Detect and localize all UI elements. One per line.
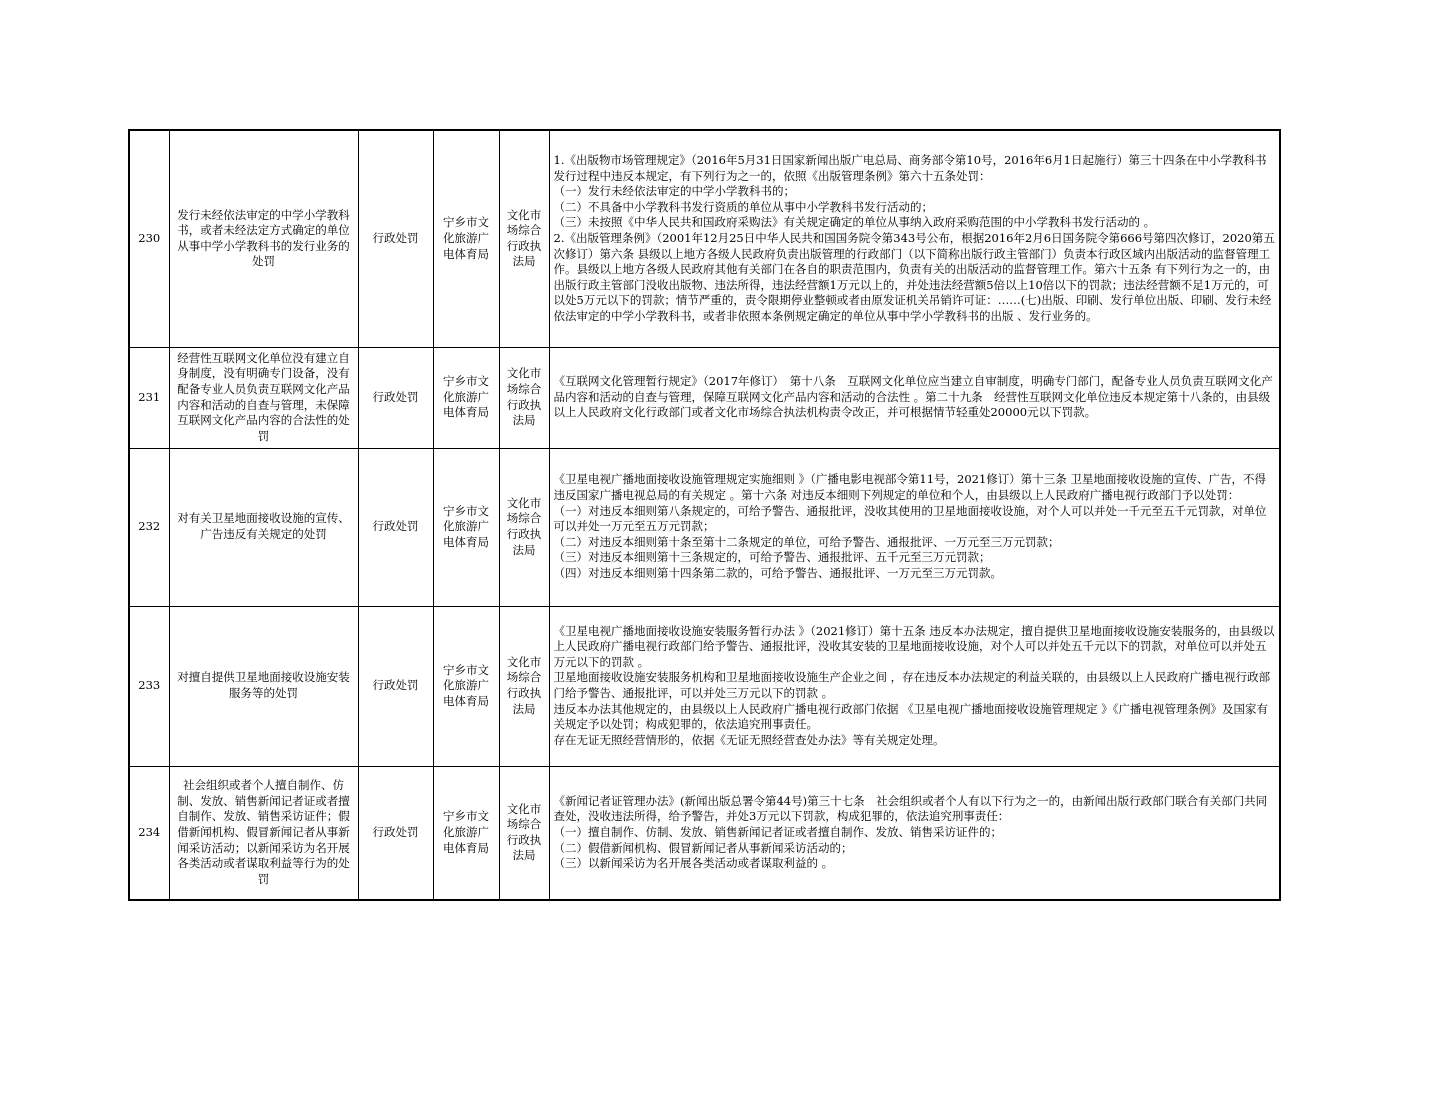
basis-paragraph: （一）擅自制作、仿制、发放、销售新闻记者证或者擅自制作、发放、销售采访证件的；	[553, 824, 1002, 839]
basis-paragraph: 《卫星电视广播地面接收设施管理规定实施细则 》（广播电影电视部令第11号，2021修订）第十三条 卫星地面接收设施的宣传、广告，不得违反国家广播电视总局的有关规定 。第十六条 对违反本细则下列规定的单位和个人，由县级以上人民政府广播电视行政部门予以处罚：	[553, 472, 1266, 503]
basis-paragraph: （二）假借新闻机构、假冒新闻记者从事新闻采访活动的；	[553, 840, 853, 855]
table-row	[129, 130, 1280, 347]
row-number: 230	[129, 130, 169, 347]
basis-paragraph: 《卫星电视广播地面接收设施安装服务暂行办法 》（2021修订）第十五条 违反本办法规定，擅自提供卫星地面接收设施安装服务的，由县级以上人民政府广播电视行政部门给予警告、通报批评，没收其安装的卫星地面接收设施，对个人可以并处五千元以下的罚款，对单位可以并处五万元以下的罚款 。	[553, 623, 1275, 669]
power-type: 行政处罚	[358, 347, 433, 448]
table-row	[129, 347, 1280, 448]
item-name: 对有关卫星地面接收设施的宣传、广告违反有关规定的处罚	[169, 448, 358, 606]
basis-paragraph: 1.《出版物市场管理规定》（2016年5月31日国家新闻出版广电总局、商务部令第10号，2016年6月1日起施行）第三十四条在中小学教科书发行过程中违反本规定，有下列行为之一的，依照《出版管理条例》第六十五条处罚：	[553, 152, 1267, 183]
item-name: 发行未经依法审定的中学小学教科书，或者未经法定方式确定的单位从事中学小学教科书的发行业务的处罚	[169, 130, 358, 347]
item-name: 经营性互联网文化单位没有建立自身制度，没有明确专门设备，没有配备专业人员负责互联网文化产品内容和活动的自查与管理，未保障互联网文化产品内容的合法性的处罚	[169, 347, 358, 448]
power-type: 行政处罚	[358, 606, 433, 766]
table-row	[129, 766, 1280, 900]
basis-paragraph: （四）对违反本细则第十四条第二款的，可给予警告、通报批评、一万元至三万元罚款。	[553, 565, 1002, 580]
basis-paragraph: 2.《出版管理条例》（2001年12月25日中华人民共和国国务院令第343号公布，根据2016年2月6日国务院令第666号第四次修订，2020第五次修订）第六条 县级以上地方各级人民政府负责出版管理的行政部门（以下简称出版行政主管部门）负责本行政区域内出版活动的监督管理工作。县级以上地方各级人民政府其他有关部门在各自的职责范围内，负责有关的出版活动的监督管理工作。第六十五条 有下列行为之一的，由出版行政主管部门没收出版物、违法所得，违法经营额1万元以上的，并处违法经营额5倍以上10倍以下的罚款；违法经营额不足1万元的，可以处5万元以下的罚款；情节严重的，责令限期停业整顿或者由原发证机关吊销许可证：……(七)出版、印刷、发行单位出版、印刷、发行未经依法审定的中学小学教科书，或者非依照本条例规定确定的单位从事中学小学教科书的出版 、发行业务的。	[553, 230, 1275, 323]
executing-body: 文化市场综合行政执法局	[499, 347, 549, 448]
basis-paragraph: （二）对违反本细则第十条至第十二条规定的单位，可给予警告、通报批评、一万元至三万元罚款；	[553, 534, 1060, 549]
basis-paragraph: （三）以新闻采访为名开展各类活动或者谋取利益的 。	[553, 856, 834, 871]
row-number: 231	[129, 347, 169, 448]
legal-basis	[549, 130, 1280, 347]
implementing-department: 宁乡市文化旅游广电体育局	[433, 606, 499, 766]
basis-paragraph: （三）对违反本细则第十三条规定的，可给予警告、通报批评、五千元至三万元罚款；	[553, 550, 991, 565]
legal-basis	[549, 347, 1280, 448]
item-name: 社会组织或者个人擅自制作、仿制、发放、销售新闻记者证或者擅自制作、发放、销售采访证件；假借新闻机构、假冒新闻记者从事新闻采访活动；以新闻采访为名开展各类活动或者谋取利益等行为的处罚	[169, 766, 358, 900]
implementing-department: 宁乡市文化旅游广电体育局	[433, 448, 499, 606]
basis-paragraph: （一）发行未经依法审定的中学小学教科书的；	[553, 184, 795, 199]
row-number: 234	[129, 766, 169, 900]
basis-paragraph: （一）对违反本细则第八条规定的，可给予警告、通报批评，没收其使用的卫星地面接收设施，对个人可以并处一千元至五千元罚款，对单位可以并处一万元至五万元罚款；	[553, 503, 1267, 534]
basis-paragraph: 卫星地面接收设施安装服务机构和卫星地面接收设施生产企业之间 ，存在违反本办法规定的利益关联的，由县级以上人民政府广播电视行政部门给予警告、通报批评，可以并处三万元以下的罚款 。	[553, 670, 1271, 700]
basis-paragraph: 存在无证无照经营情形的，依据《无证无照经营查处办法》等有关规定处理。	[553, 732, 945, 747]
power-type: 行政处罚	[358, 766, 433, 900]
table-row	[129, 606, 1280, 766]
power-type: 行政处罚	[358, 130, 433, 347]
basis-paragraph: 《新闻记者证管理办法》(新闻出版总署令第44号)第三十七条 社会组织或者个人有以下行为之一的，由新闻出版行政部门联合有关部门共同查处，没收违法所得，给予警告，并处3万元以下罚款，构成犯罪的，依法追究刑事责任：	[553, 793, 1268, 824]
legal-basis	[549, 606, 1280, 766]
power-type: 行政处罚	[358, 448, 433, 606]
row-number: 233	[129, 606, 169, 766]
implementing-department: 宁乡市文化旅游广电体育局	[433, 766, 499, 900]
basis-paragraph: 《互联网文化管理暂行规定》（2017年修订） 第十八条 互联网文化单位应当建立自审制度，明确专门部门，配备专业人员负责互联网文化产品内容和活动的自查与管理，保障互联网文化产品内容和活动的合法性 。第二十九条 经营性互联网文化单位违反本规定第十八条的，由县级以上人民政府文化行政部门或者文化市场综合执法机构责令改正，并可根据情节轻重处20000元以下罚款。	[553, 374, 1273, 420]
row-number: 232	[129, 448, 169, 606]
legal-basis	[549, 766, 1280, 900]
basis-paragraph: 违反本办法其他规定的，由县级以上人民政府广播电视行政部门依据 《卫星电视广播地面接收设施管理规定 》《广播电视管理条例》及国家有关规定予以处罚；构成犯罪的，依法追究刑事责任。	[553, 701, 1269, 732]
enforcement-table	[128, 129, 1281, 901]
item-name: 对擅自提供卫星地面接收设施安装服务等的处罚	[169, 606, 358, 766]
legal-basis	[549, 448, 1280, 606]
executing-body: 文化市场综合行政执法局	[499, 448, 549, 606]
basis-paragraph: （三）未按照《中华人民共和国政府采购法》有关规定确定的单位从事纳入政府采购范围的中小学教科书发行活动的 。	[553, 215, 1156, 230]
executing-body: 文化市场综合行政执法局	[499, 766, 549, 900]
executing-body: 文化市场综合行政执法局	[499, 130, 549, 347]
basis-paragraph: （二）不具备中小学教科书发行资质的单位从事中小学教科书发行活动的；	[553, 199, 933, 214]
implementing-department: 宁乡市文化旅游广电体育局	[433, 347, 499, 448]
implementing-department: 宁乡市文化旅游广电体育局	[433, 130, 499, 347]
table-row	[129, 448, 1280, 606]
executing-body: 文化市场综合行政执法局	[499, 606, 549, 766]
